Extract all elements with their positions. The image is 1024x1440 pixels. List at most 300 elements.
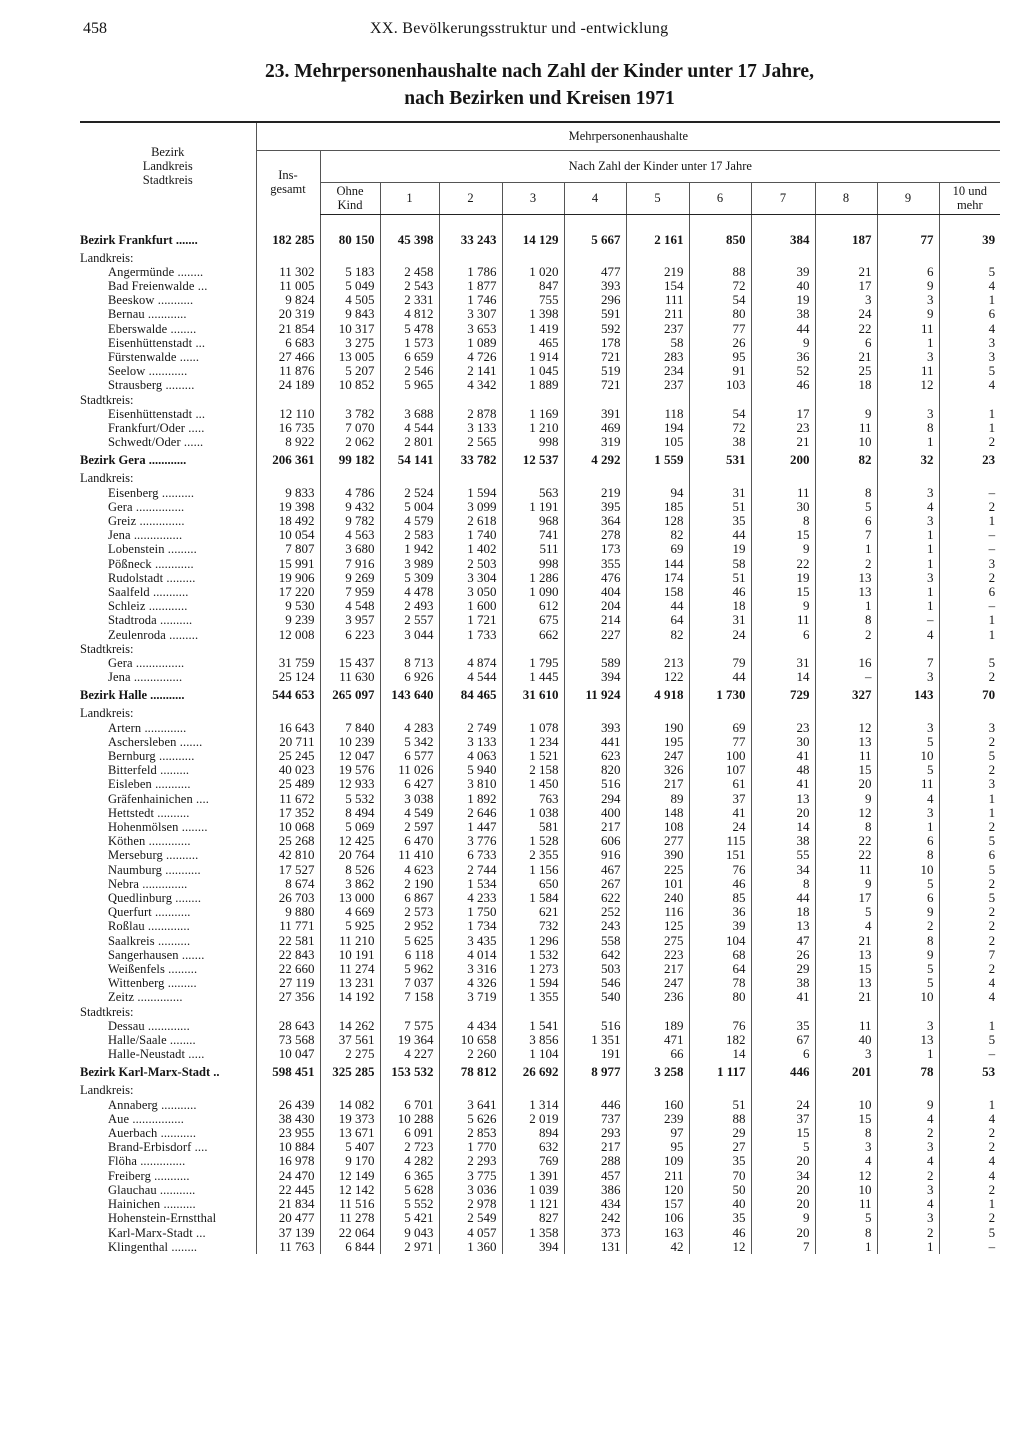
table-cell: 1 730 (689, 684, 751, 706)
row-label: Dessau ............. (108, 1018, 190, 1033)
table-cell: 35 (689, 1154, 751, 1168)
table-cell: 211 (626, 1169, 689, 1183)
table-cell: 3 (877, 721, 939, 735)
table-cell: 68 (689, 948, 751, 962)
table-cell (751, 393, 815, 407)
section-heading-row (80, 251, 1000, 265)
table-cell: 143 640 (380, 684, 439, 706)
table-cell: 11 (815, 1197, 877, 1211)
table-cell: 20 477 (256, 1211, 320, 1225)
row-label: Eisenhüttenstadt ... (108, 406, 206, 421)
table-cell: 6 091 (380, 1126, 439, 1140)
table-cell: 8 (815, 486, 877, 500)
table-cell: 5 (939, 364, 1000, 378)
table-row (80, 628, 1000, 642)
table-cell: 1 594 (502, 976, 564, 990)
table-cell: 1 (877, 435, 939, 449)
table-cell: 12 110 (256, 407, 320, 421)
table-cell (564, 642, 626, 656)
table-cell: 182 (689, 1033, 751, 1047)
table-row (80, 656, 1000, 670)
table-cell (689, 393, 751, 407)
table-cell: 2 355 (502, 848, 564, 862)
table-cell: 2 293 (439, 1154, 502, 1168)
table-cell: 9 (751, 336, 815, 350)
table-cell: 2 019 (502, 1112, 564, 1126)
table-cell: 1 942 (380, 542, 439, 556)
table-cell: 1 117 (689, 1061, 751, 1083)
table-cell: 20 764 (320, 848, 380, 862)
table-cell: 217 (626, 962, 689, 976)
table-cell: 21 (751, 435, 815, 449)
table-cell: 5 (939, 656, 1000, 670)
table-cell: 8 (815, 1126, 877, 1140)
table-cell: 769 (502, 1154, 564, 1168)
table-cell (751, 471, 815, 485)
table-row (80, 749, 1000, 763)
table-cell: 8 674 (256, 877, 320, 891)
table-cell: 4 (939, 1154, 1000, 1168)
table-cell: 4 812 (380, 307, 439, 321)
group-header: Mehrpersonenhaushalte (256, 122, 1000, 150)
table-cell: 1 914 (502, 350, 564, 364)
table-cell: 51 (689, 500, 751, 514)
table-cell: 40 (689, 1197, 751, 1211)
table-cell: 24 470 (256, 1169, 320, 1183)
table-cell: 5 309 (380, 571, 439, 585)
table-cell: 19 576 (320, 763, 380, 777)
row-label: Halle-Neustadt ..... (108, 1047, 205, 1062)
table-cell (815, 1083, 877, 1097)
table-cell: 9 (877, 1098, 939, 1112)
table-row (80, 735, 1000, 749)
table-row (80, 364, 1000, 378)
row-label: Bezirk Karl-Marx-Stadt .. (80, 1065, 220, 1080)
table-row (80, 336, 1000, 350)
table-cell: 3 099 (439, 500, 502, 514)
table-cell: 10 317 (320, 322, 380, 336)
table-row (80, 976, 1000, 990)
table-cell: 1 078 (502, 721, 564, 735)
row-label: Beeskow ........... (108, 293, 194, 308)
table-row (80, 542, 1000, 556)
table-cell: 2 458 (380, 265, 439, 279)
table-cell: 10 (815, 435, 877, 449)
table-cell (939, 706, 1000, 720)
table-cell: 44 (689, 528, 751, 542)
table-cell: 46 (751, 378, 815, 392)
table-cell: 1 039 (502, 1183, 564, 1197)
table-cell: 15 (815, 1112, 877, 1126)
section-heading-row (80, 471, 1000, 485)
table-cell: 5 (815, 1211, 877, 1225)
table-cell (502, 1083, 564, 1097)
page-number: 458 (83, 20, 107, 37)
table-cell: 1 355 (502, 990, 564, 1004)
table-cell: 100 (689, 749, 751, 763)
row-label: Bad Freienwalde ... (108, 278, 208, 293)
table-cell: 20 (751, 1226, 815, 1240)
table-cell (502, 214, 564, 229)
table-cell (815, 214, 877, 229)
table-cell: 105 (626, 435, 689, 449)
table-cell: 741 (502, 528, 564, 542)
table-cell (439, 471, 502, 485)
table-cell (380, 642, 439, 656)
row-label: Aue ................ (108, 1111, 184, 1126)
table-cell: 50 (689, 1183, 751, 1197)
table-cell (380, 471, 439, 485)
table-cell: 7 575 (380, 1019, 439, 1033)
table-cell (439, 706, 502, 720)
table-cell: 25 489 (256, 777, 320, 791)
table-title-line-2: nach Bezirken und Kreisen 1971 (404, 88, 675, 109)
table-cell (256, 393, 320, 407)
table-cell: 84 465 (439, 684, 502, 706)
table-cell: 31 (689, 613, 751, 627)
table-cell: 242 (564, 1211, 626, 1225)
table-cell: 24 (815, 307, 877, 321)
table-cell: 1 191 (502, 500, 564, 514)
table-row (80, 585, 1000, 599)
table-cell: 10 068 (256, 820, 320, 834)
table-cell: 46 (689, 877, 751, 891)
table-cell: 3 133 (439, 735, 502, 749)
table-cell: 39 (751, 265, 815, 279)
table-cell: 1 090 (502, 585, 564, 599)
table-cell: 2 (939, 435, 1000, 449)
table-cell: 24 (751, 1098, 815, 1112)
table-cell: 4 (939, 322, 1000, 336)
row-label: Angermünde ........ (108, 264, 204, 279)
table-cell: 4 (815, 1154, 877, 1168)
table-cell: 10 047 (256, 1047, 320, 1061)
table-cell (939, 1083, 1000, 1097)
table-cell: 5 183 (320, 265, 380, 279)
table-cell: 41 (751, 749, 815, 763)
table-cell: 3 (815, 1047, 877, 1061)
table-cell: 39 (689, 919, 751, 933)
table-row (80, 1169, 1000, 1183)
table-cell: 13 231 (320, 976, 380, 990)
table-cell: 391 (564, 407, 626, 421)
table-cell: 5 (815, 905, 877, 919)
table-cell: 2 331 (380, 293, 439, 307)
table-cell: 2 853 (439, 1126, 502, 1140)
table-cell: 5 (877, 962, 939, 976)
table-cell: 12 537 (502, 449, 564, 471)
table-cell: 70 (939, 684, 1000, 706)
table-cell: 2 158 (502, 763, 564, 777)
table-cell: 1 521 (502, 749, 564, 763)
table-cell: 8 494 (320, 806, 380, 820)
table-cell: 6 (815, 514, 877, 528)
table-cell: 2 978 (439, 1197, 502, 1211)
table-cell: 16 735 (256, 421, 320, 435)
table-cell: 40 (815, 1033, 877, 1047)
table-cell: 395 (564, 500, 626, 514)
table-cell: 327 (815, 684, 877, 706)
table-cell: 467 (564, 863, 626, 877)
table-cell: 1 (939, 293, 1000, 307)
table-cell: 51 (689, 1098, 751, 1112)
table-cell: 2 749 (439, 721, 502, 735)
table-cell: 15 (751, 528, 815, 542)
table-cell (815, 706, 877, 720)
table-cell: 1 (939, 1098, 1000, 1112)
table-cell: 8 (877, 934, 939, 948)
table-cell: 6 683 (256, 336, 320, 350)
row-label: Frankfurt/Oder ..... (108, 420, 205, 435)
table-cell: 4 434 (439, 1019, 502, 1033)
table-cell: 2 503 (439, 557, 502, 571)
table-cell: 195 (626, 735, 689, 749)
table-cell: 27 466 (256, 350, 320, 364)
table-cell: 99 182 (320, 449, 380, 471)
table-cell: 82 (626, 528, 689, 542)
table-cell (626, 251, 689, 265)
table-cell: 4 342 (439, 378, 502, 392)
table-cell: 9 (815, 792, 877, 806)
table-cell: 4 (939, 976, 1000, 990)
table-cell: 11 (815, 749, 877, 763)
table-cell: 10 (877, 863, 939, 877)
row-label: Strausberg ......... (108, 378, 195, 393)
table-cell: 190 (626, 721, 689, 735)
table-cell: 1 889 (502, 378, 564, 392)
table-cell: 1 314 (502, 1098, 564, 1112)
table-cell: 12 425 (320, 834, 380, 848)
table-cell: 39 (939, 229, 1000, 251)
row-label: Wittenberg ......... (108, 976, 197, 991)
row-label: Hohenmölsen ........ (108, 820, 208, 835)
table-cell (439, 393, 502, 407)
table-cell: 2 597 (380, 820, 439, 834)
table-cell: 1 770 (439, 1140, 502, 1154)
table-cell: 721 (564, 378, 626, 392)
table-cell: 325 285 (320, 1061, 380, 1083)
table-cell: 6 470 (380, 834, 439, 848)
table-cell: 675 (502, 613, 564, 627)
table-cell: 4 549 (380, 806, 439, 820)
table-cell: 393 (564, 279, 626, 293)
table-cell: 40 023 (256, 763, 320, 777)
table-cell: 6 (939, 848, 1000, 862)
table-row (80, 486, 1000, 500)
table-cell: 55 (751, 848, 815, 862)
table-cell: 115 (689, 834, 751, 848)
table-cell: 54 141 (380, 449, 439, 471)
table-cell: 38 (751, 834, 815, 848)
table-cell: 531 (689, 449, 751, 471)
table-row (80, 919, 1000, 933)
table-cell: 5 532 (320, 792, 380, 806)
table-cell: 5 004 (380, 500, 439, 514)
table-cell: 1 296 (502, 934, 564, 948)
table-cell: 17 527 (256, 863, 320, 877)
table-cell: 2 (939, 934, 1000, 948)
table-cell: 31 (751, 656, 815, 670)
table-cell: 22 843 (256, 948, 320, 962)
row-label: Schwedt/Oder ...... (108, 435, 204, 450)
table-row (80, 1154, 1000, 1168)
table-cell (320, 251, 380, 265)
table-cell: 217 (564, 820, 626, 834)
row-label: Hettstedt .......... (108, 805, 190, 820)
table-cell: 5 (877, 976, 939, 990)
table-cell: 10 191 (320, 948, 380, 962)
table-cell: 1 528 (502, 834, 564, 848)
table-cell: 1 358 (502, 1226, 564, 1240)
table-cell: 1 734 (439, 919, 502, 933)
table-cell: 24 189 (256, 378, 320, 392)
table-cell: 732 (502, 919, 564, 933)
table-cell: 4 786 (320, 486, 380, 500)
table-cell: 469 (564, 421, 626, 435)
table-cell: 15 (815, 763, 877, 777)
table-cell: 2 (815, 628, 877, 642)
table-cell: 11 (751, 486, 815, 500)
table-cell: 12 933 (320, 777, 380, 791)
table-cell: 2 543 (380, 279, 439, 293)
table-cell: 4 (939, 1169, 1000, 1183)
table-cell: 288 (564, 1154, 626, 1168)
table-cell: 3 044 (380, 628, 439, 642)
table-cell: 2 (939, 763, 1000, 777)
table-cell: 6 867 (380, 891, 439, 905)
table-cell: 4 726 (439, 350, 502, 364)
row-label: Halle/Saale ........ (108, 1033, 196, 1048)
row-label: Weißenfels ......... (108, 962, 198, 977)
table-cell: 64 (626, 613, 689, 627)
table-cell: 3 (877, 1019, 939, 1033)
table-cell (439, 1005, 502, 1019)
table-cell: 6 (815, 336, 877, 350)
table-cell: 1 419 (502, 322, 564, 336)
section-heading-row (80, 642, 1000, 656)
table-cell: 5 940 (439, 763, 502, 777)
table-cell: 13 (815, 585, 877, 599)
table-cell: 236 (626, 990, 689, 1004)
table-cell: 26 439 (256, 1098, 320, 1112)
table-cell: 9 (877, 948, 939, 962)
table-cell: 3 (877, 806, 939, 820)
table-cell: 9 824 (256, 293, 320, 307)
row-label: Merseburg .......... (108, 848, 199, 863)
table-cell (564, 1083, 626, 1097)
table-cell: 7 (815, 528, 877, 542)
table-cell: 2 (877, 919, 939, 933)
table-cell: 204 (564, 599, 626, 613)
table-cell (751, 1005, 815, 1019)
table-cell: 42 (626, 1240, 689, 1254)
table-row (80, 848, 1000, 862)
table-cell: 48 (751, 763, 815, 777)
table-cell: 3 782 (320, 407, 380, 421)
row-label: Jena ............... (108, 528, 183, 543)
table-cell: 11 763 (256, 1240, 320, 1254)
table-cell: – (939, 528, 1000, 542)
table-cell: 14 (751, 670, 815, 684)
table-cell (751, 251, 815, 265)
table-cell: 18 (689, 599, 751, 613)
table-cell: 3 (877, 407, 939, 421)
table-cell: 612 (502, 599, 564, 613)
table-cell: 144 (626, 557, 689, 571)
table-cell: 116 (626, 905, 689, 919)
running-head: XX. Bevölkerungsstruktur und -entwicklung (370, 20, 669, 37)
table-cell: 38 430 (256, 1112, 320, 1126)
table-cell: 400 (564, 806, 626, 820)
table-cell: 14 (689, 1047, 751, 1061)
table-cell: 13 (751, 919, 815, 933)
table-cell: 394 (564, 670, 626, 684)
table-cell: 19 906 (256, 571, 320, 585)
table-cell: 16 643 (256, 721, 320, 735)
table-cell: 3 688 (380, 407, 439, 421)
table-cell (877, 1083, 939, 1097)
section-heading-row (80, 1083, 1000, 1097)
table-row (80, 407, 1000, 421)
table-cell: 2 (939, 820, 1000, 834)
table-cell: 4 (815, 919, 877, 933)
table-cell: 968 (502, 514, 564, 528)
row-label: Bitterfeld ......... (108, 763, 190, 778)
row-label: Zeitz .............. (108, 990, 183, 1005)
row-label: Quedlinburg ........ (108, 891, 202, 906)
table-cell: 2 565 (439, 435, 502, 449)
table-cell: 106 (626, 1211, 689, 1225)
table-cell: 4 283 (380, 721, 439, 735)
table-cell: 1 402 (439, 542, 502, 556)
table-cell: 14 262 (320, 1019, 380, 1033)
table-cell: 591 (564, 307, 626, 321)
table-cell: 3 258 (626, 1061, 689, 1083)
table-cell (939, 214, 1000, 229)
table-cell: 5 407 (320, 1140, 380, 1154)
table-cell: 2 (939, 571, 1000, 585)
table-cell: 31 759 (256, 656, 320, 670)
table-cell: 1 877 (439, 279, 502, 293)
table-cell: 650 (502, 877, 564, 891)
table-cell (320, 393, 380, 407)
table-cell (939, 1005, 1000, 1019)
table-cell: 35 (689, 514, 751, 528)
table-cell: 214 (564, 613, 626, 627)
table-cell: 187 (815, 229, 877, 251)
table-cell: 1 (939, 407, 1000, 421)
table-cell: 519 (564, 364, 626, 378)
table-cell (689, 706, 751, 720)
table-cell: 15 437 (320, 656, 380, 670)
table-cell: 16 (815, 656, 877, 670)
table-cell: 3 719 (439, 990, 502, 1004)
table-cell: 11 (877, 777, 939, 791)
table-cell: 80 (689, 990, 751, 1004)
table-cell: 1 156 (502, 863, 564, 877)
table-cell: 240 (626, 891, 689, 905)
table-cell: 94 (626, 486, 689, 500)
table-cell: 247 (626, 976, 689, 990)
table-cell: 120 (626, 1183, 689, 1197)
table-cell: 185 (626, 500, 689, 514)
table-row (80, 378, 1000, 392)
table-row (80, 599, 1000, 613)
table-cell: 820 (564, 763, 626, 777)
table-cell: 1 532 (502, 948, 564, 962)
table-cell: 143 (877, 684, 939, 706)
table-row (80, 557, 1000, 571)
